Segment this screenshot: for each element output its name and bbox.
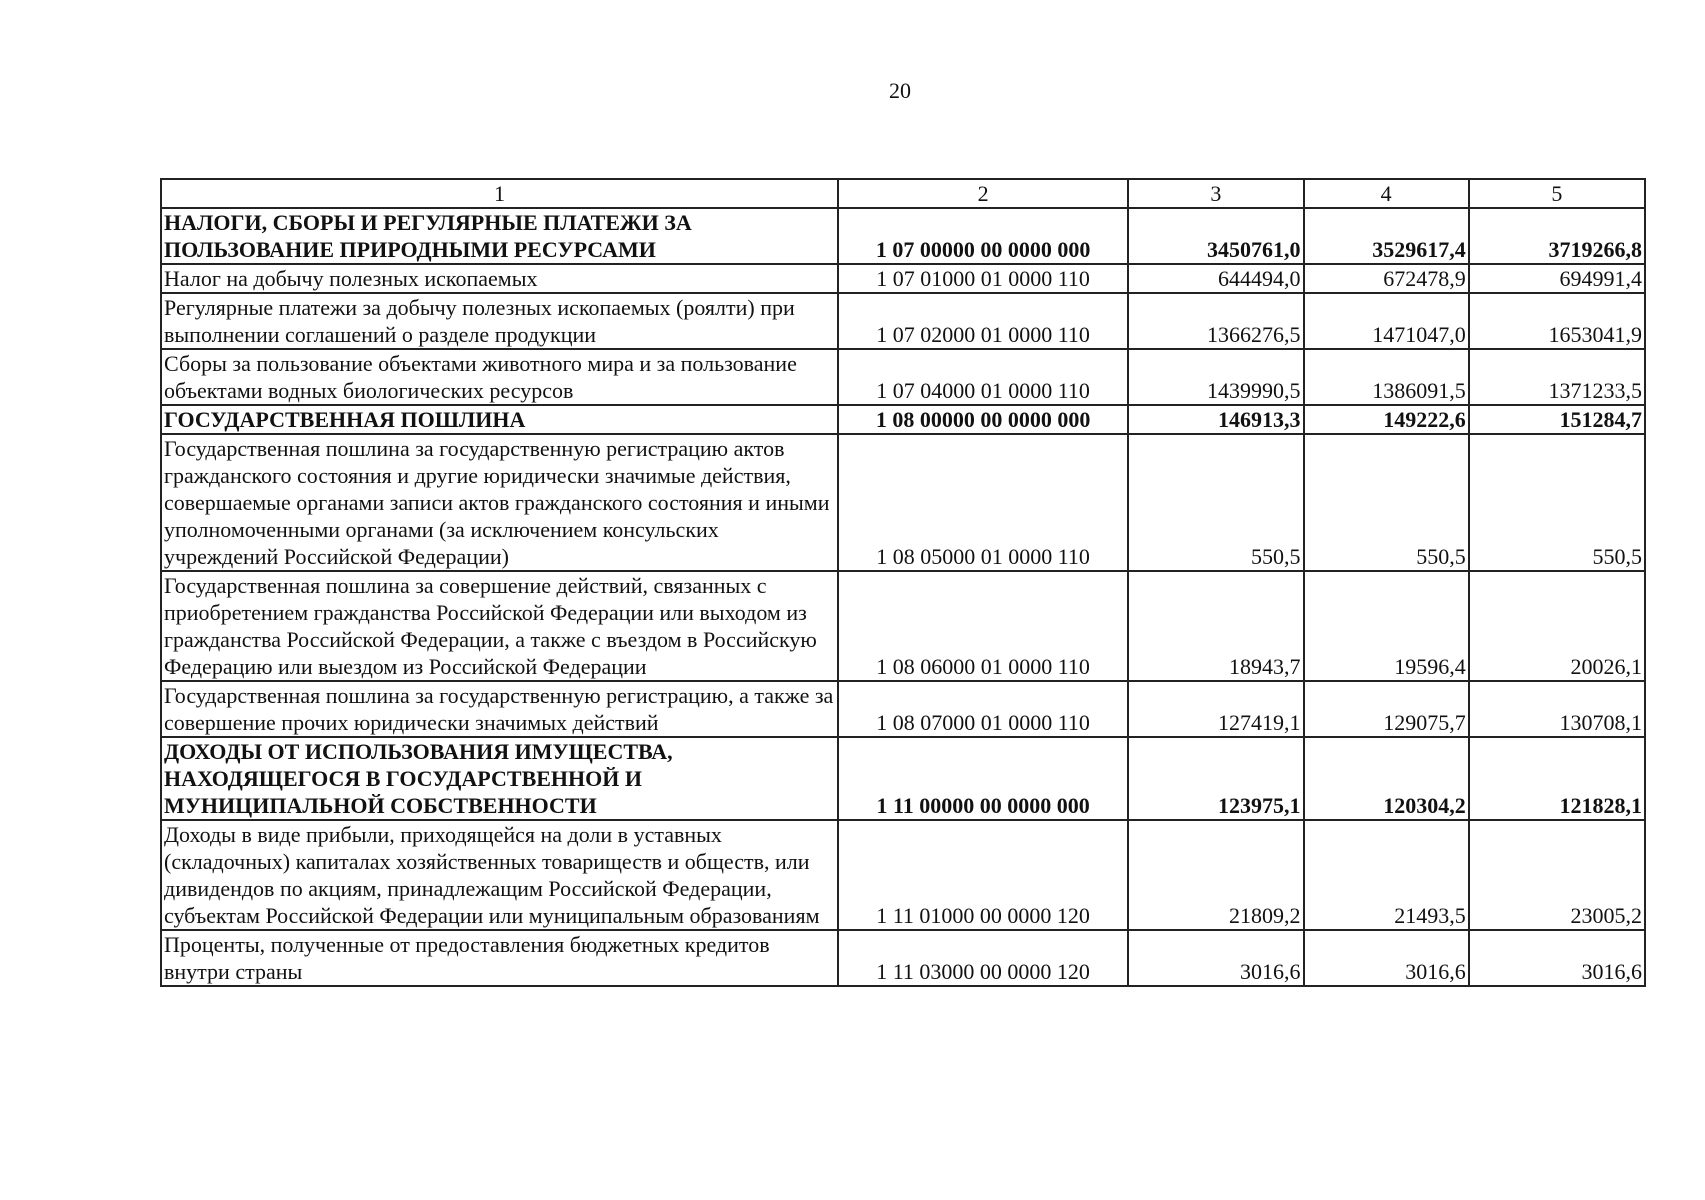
row-value-2-cell: 3016,6 — [1304, 930, 1469, 986]
revenue-table — [160, 178, 1646, 987]
row-code-cell: 1 08 05000 01 0000 110 — [838, 434, 1128, 571]
row-value-3-cell: 121828,1 — [1469, 737, 1645, 820]
table-row — [161, 571, 1645, 681]
row-value-2-cell: 550,5 — [1304, 434, 1469, 571]
column-header-4: 4 — [1304, 179, 1469, 208]
row-value-3-cell: 1371233,5 — [1469, 349, 1645, 405]
page-number: 20 — [889, 78, 911, 103]
row-code-cell: 1 08 00000 00 0000 000 — [838, 405, 1128, 434]
row-value-2-cell: 149222,6 — [1304, 405, 1469, 434]
table-row — [161, 293, 1645, 349]
row-code-cell: 1 11 03000 00 0000 120 — [838, 930, 1128, 986]
row-value-2-cell: 21493,5 — [1304, 820, 1469, 930]
row-name-cell: ГОСУДАРСТВЕННАЯ ПОШЛИНА — [161, 405, 838, 434]
column-header-5: 5 — [1469, 179, 1645, 208]
row-value-2-cell: 1386091,5 — [1304, 349, 1469, 405]
row-value-1-cell: 3016,6 — [1128, 930, 1303, 986]
row-value-2-cell: 672478,9 — [1304, 264, 1469, 293]
row-name-cell: Налог на добычу полезных ископаемых — [161, 264, 838, 293]
row-name-cell: Доходы в виде прибыли, приходящейся на доли в уставных (складочных) капиталах хозяйственных товариществ и обществ, или дивидендов по акциям, принадлежащим Российской Федерации, субъектам Российской Федерации или муниципальным образованиям — [161, 820, 838, 930]
table-row — [161, 208, 1645, 264]
row-name-cell: Государственная пошлина за совершение действий, связанных с приобретением гражданства Российской Федерации или выходом из гражданства Российской Федерации, а также с въездом в Российскую Федерацию или выездом из Российской Федерации — [161, 571, 838, 681]
row-value-3-cell: 130708,1 — [1469, 681, 1645, 737]
row-value-3-cell: 694991,4 — [1469, 264, 1645, 293]
table-row — [161, 434, 1645, 571]
row-value-3-cell: 23005,2 — [1469, 820, 1645, 930]
row-value-1-cell: 1439990,5 — [1128, 349, 1303, 405]
row-value-3-cell: 1653041,9 — [1469, 293, 1645, 349]
row-code-cell: 1 11 00000 00 0000 000 — [838, 737, 1128, 820]
table-row — [161, 681, 1645, 737]
row-name-cell: Проценты, полученные от предоставления бюджетных кредитов внутри страны — [161, 930, 838, 986]
row-value-1-cell: 550,5 — [1128, 434, 1303, 571]
row-value-1-cell: 127419,1 — [1128, 681, 1303, 737]
row-code-cell: 1 08 06000 01 0000 110 — [838, 571, 1128, 681]
row-code-cell: 1 07 01000 01 0000 110 — [838, 264, 1128, 293]
column-header-1: 1 — [161, 179, 838, 208]
row-name-cell: Государственная пошлина за государственную регистрацию, а также за совершение прочих юридически значимых действий — [161, 681, 838, 737]
row-code-cell: 1 08 07000 01 0000 110 — [838, 681, 1128, 737]
row-name-cell: Сборы за пользование объектами животного мира и за пользование объектами водных биологических ресурсов — [161, 349, 838, 405]
column-header-2: 2 — [838, 179, 1128, 208]
row-value-1-cell: 146913,3 — [1128, 405, 1303, 434]
row-value-3-cell: 3016,6 — [1469, 930, 1645, 986]
table-row — [161, 405, 1645, 434]
row-name-cell: Государственная пошлина за государственную регистрацию актов гражданского состояния и другие юридически значимые действия, совершаемые органами записи актов гражданского состояния и иными уполномоченными органами (за исключением консульских учреждений Российской Федерации) — [161, 434, 838, 571]
table-row — [161, 930, 1645, 986]
table-row — [161, 264, 1645, 293]
row-value-3-cell: 20026,1 — [1469, 571, 1645, 681]
row-code-cell: 1 07 02000 01 0000 110 — [838, 293, 1128, 349]
row-code-cell: 1 07 00000 00 0000 000 — [838, 208, 1128, 264]
row-value-2-cell: 120304,2 — [1304, 737, 1469, 820]
row-value-3-cell: 3719266,8 — [1469, 208, 1645, 264]
row-value-2-cell: 19596,4 — [1304, 571, 1469, 681]
row-code-cell: 1 11 01000 00 0000 120 — [838, 820, 1128, 930]
row-value-1-cell: 18943,7 — [1128, 571, 1303, 681]
row-value-3-cell: 151284,7 — [1469, 405, 1645, 434]
row-value-1-cell: 3450761,0 — [1128, 208, 1303, 264]
table-row — [161, 737, 1645, 820]
table-row — [161, 349, 1645, 405]
row-value-2-cell: 129075,7 — [1304, 681, 1469, 737]
row-value-2-cell: 3529617,4 — [1304, 208, 1469, 264]
table-row — [161, 820, 1645, 930]
row-code-cell: 1 07 04000 01 0000 110 — [838, 349, 1128, 405]
row-name-cell: ДОХОДЫ ОТ ИСПОЛЬЗОВАНИЯ ИМУЩЕСТВА, НАХОДЯЩЕГОСЯ В ГОСУДАРСТВЕННОЙ И МУНИЦИПАЛЬНОЙ СОБСТВЕННОСТИ — [161, 737, 838, 820]
row-name-cell: Регулярные платежи за добычу полезных ископаемых (роялти) при выполнении соглашений о разделе продукции — [161, 293, 838, 349]
row-value-1-cell: 123975,1 — [1128, 737, 1303, 820]
row-value-1-cell: 1366276,5 — [1128, 293, 1303, 349]
column-header-3: 3 — [1128, 179, 1303, 208]
row-value-2-cell: 1471047,0 — [1304, 293, 1469, 349]
header-row — [161, 179, 1645, 208]
row-name-cell: НАЛОГИ, СБОРЫ И РЕГУЛЯРНЫЕ ПЛАТЕЖИ ЗА ПОЛЬЗОВАНИЕ ПРИРОДНЫМИ РЕСУРСАМИ — [161, 208, 838, 264]
row-value-1-cell: 644494,0 — [1128, 264, 1303, 293]
row-value-1-cell: 21809,2 — [1128, 820, 1303, 930]
row-value-3-cell: 550,5 — [1469, 434, 1645, 571]
